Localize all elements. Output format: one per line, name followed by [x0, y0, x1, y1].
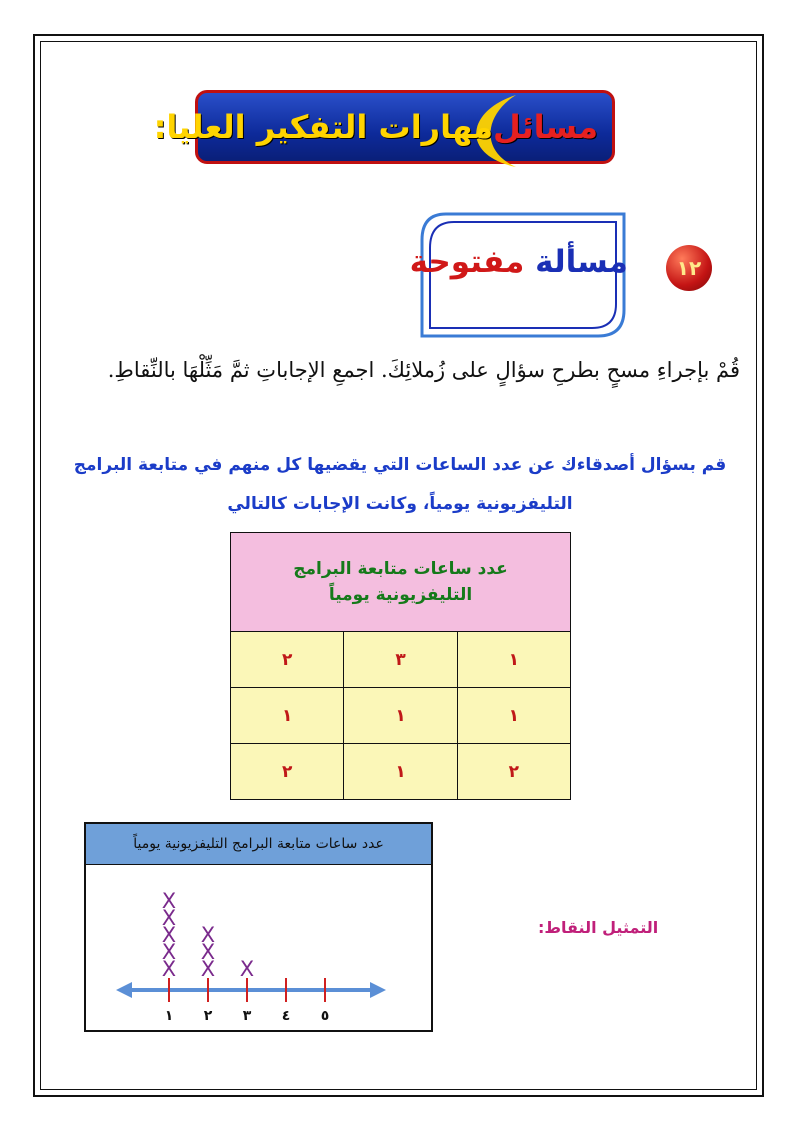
problem-number-badge: ١٢: [666, 245, 712, 291]
problem-instruction: قُمْ بإجراءِ مسحٍ بطرحِ سؤالٍ على زُملائِكَ. اجمعِ الإجاباتِ ثمَّ مَثِّلْهَا بالنِّقاطِ.: [107, 358, 740, 382]
story-line-1: قم بسؤال أصدقاءك عن عدد الساعات التي يقضيها كل منهم في متابعة البرامج: [73, 455, 727, 475]
table-cell: ١: [344, 744, 457, 800]
dot-plot-mark: X: [161, 923, 177, 947]
tick-label: ٣: [242, 1008, 252, 1024]
table-cell: ١: [457, 688, 570, 744]
dot-plot-mark: X: [161, 906, 177, 930]
hours-table: [230, 532, 571, 800]
tick-label: ٤: [281, 1008, 291, 1024]
section-banner: [153, 90, 615, 164]
dot-plot-axis: [86, 824, 431, 1030]
banner-title-rest: مهارات التفكير العليا:: [153, 108, 494, 146]
dot-plot-mark: X: [200, 940, 216, 964]
dot-plot-mark: X: [161, 957, 177, 981]
table-cell: ٢: [231, 632, 344, 688]
table-row: [231, 744, 571, 800]
story-line-2: التليفزيونية يومياً، وكانت الإجابات كالتالي: [227, 494, 573, 514]
tick-label: ٥: [320, 1008, 330, 1024]
table-row: [231, 632, 571, 688]
table-cell: ١: [457, 632, 570, 688]
table-header-row: [231, 533, 571, 632]
dot-plot-caption: التمثيل النقاط:: [538, 918, 659, 937]
dot-plot: [84, 822, 433, 1032]
table-row: [231, 688, 571, 744]
banner-title-lead: مسائل: [493, 108, 598, 146]
open-problem-word1: مسألة: [535, 244, 628, 280]
dot-plot-mark: X: [200, 923, 216, 947]
open-problem-word2: مفتوحة: [409, 244, 525, 280]
tick-label: ١: [164, 1008, 174, 1024]
tick-label: ٢: [203, 1008, 213, 1024]
dot-plot-mark: X: [161, 940, 177, 964]
dot-plot-mark: X: [161, 889, 177, 913]
dot-plot-mark: X: [239, 957, 255, 981]
banner-title: [154, 93, 598, 161]
table-cell: ١: [231, 688, 344, 744]
open-problem-text: [409, 244, 628, 280]
table-cell: ١: [344, 688, 457, 744]
table-cell: ٢: [457, 744, 570, 800]
table-header: عدد ساعات متابعة البرامج التليفزيونية يومياً: [231, 533, 571, 632]
open-problem-label: [409, 210, 628, 340]
arrow-left-icon: [116, 982, 132, 998]
table-cell: ٣: [344, 632, 457, 688]
dot-plot-mark: X: [200, 957, 216, 981]
arrow-right-icon: [370, 982, 386, 998]
table-cell: ٢: [231, 744, 344, 800]
dot-plot-title: عدد ساعات متابعة البرامج التليفزيونية يومياً: [86, 824, 431, 865]
